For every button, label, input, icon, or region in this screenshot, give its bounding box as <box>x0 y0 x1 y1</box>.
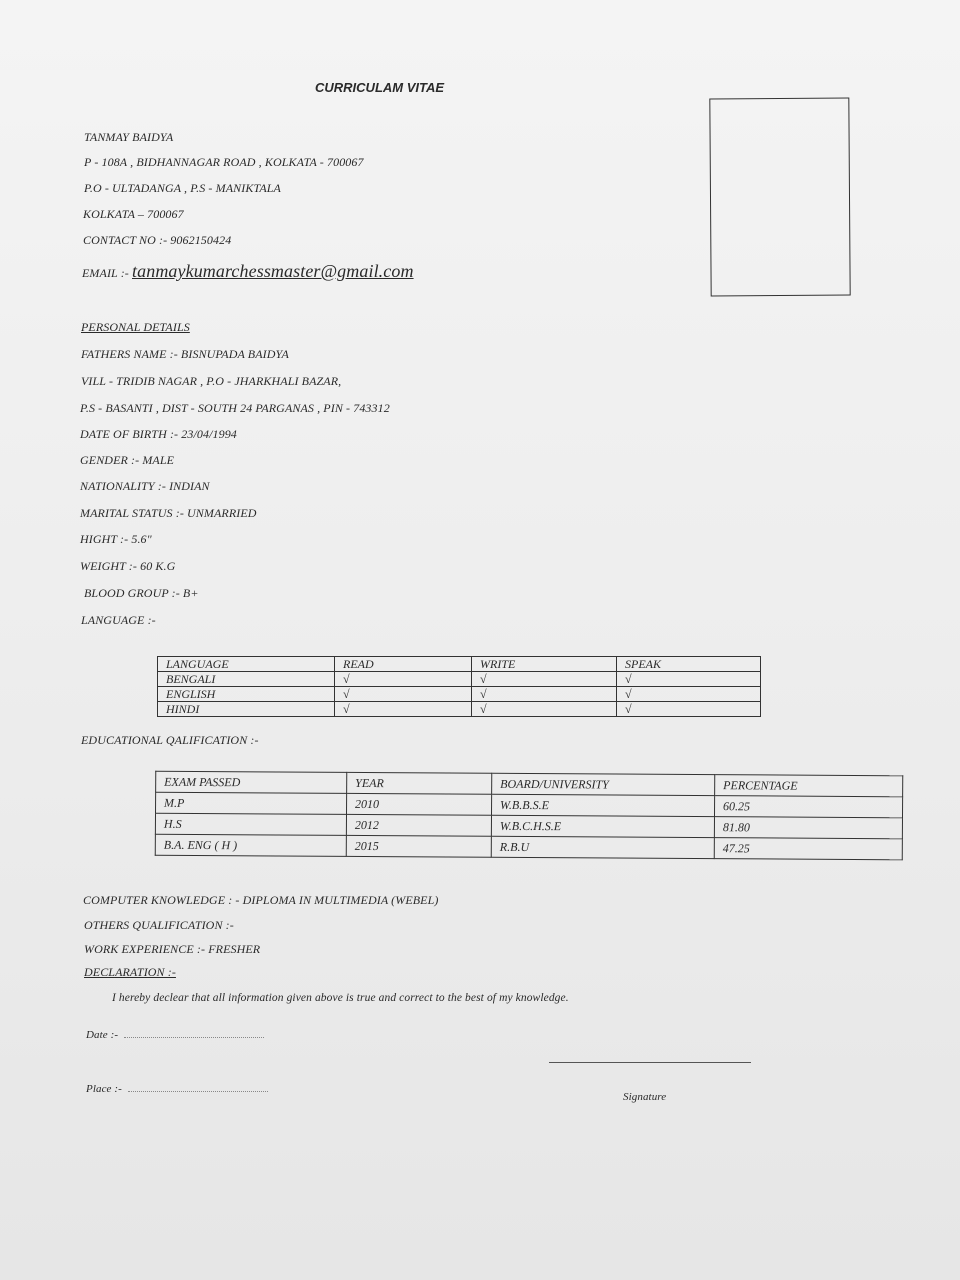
table-header-cell: BOARD/UNIVERSITY <box>492 773 715 795</box>
email-label: EMAIL :- <box>82 266 129 280</box>
table-cell: 81.80 <box>714 817 902 839</box>
table-cell: √ <box>617 687 761 702</box>
table-cell: ENGLISH <box>158 687 335 702</box>
place-label: Place :- <box>86 1083 122 1095</box>
blood-group: BLOOD GROUP :- B+ <box>84 586 199 600</box>
place-row <box>86 1083 268 1095</box>
education-table <box>155 771 904 861</box>
nationality: NATIONALITY :- INDIAN <box>80 479 210 493</box>
table-cell: 2015 <box>346 835 491 857</box>
address-line-1: P - 108A , BIDHANNAGAR ROAD , KOLKATA - 700067 <box>84 155 364 169</box>
table-cell: 47.25 <box>714 838 902 860</box>
table-row <box>158 687 761 702</box>
table-header-cell: LANGUAGE <box>158 657 335 672</box>
table-cell: B.A. ENG ( H ) <box>155 834 346 856</box>
computer-knowledge: COMPUTER KNOWLEDGE : - DIPLOMA IN MULTIMEDIA (WEBEL) <box>83 893 439 907</box>
table-header-cell: WRITE <box>472 657 617 672</box>
table-cell: HINDI <box>158 702 335 717</box>
table-header-cell: YEAR <box>347 772 492 794</box>
date-of-birth: DATE OF BIRTH :- 23/04/1994 <box>80 427 237 441</box>
height: HIGHT :- 5.6" <box>80 532 152 546</box>
table-header-cell: PERCENTAGE <box>715 775 903 797</box>
table-cell: 2010 <box>347 793 492 815</box>
fathers-name: FATHERS NAME :- BISNUPADA BAIDYA <box>81 347 289 361</box>
table-cell: √ <box>335 687 472 702</box>
table-cell: √ <box>335 702 472 717</box>
table-cell: √ <box>335 672 472 687</box>
table-cell: H.S <box>155 813 346 835</box>
other-qualification: OTHERS QUALIFICATION :- <box>84 918 234 932</box>
photo-placeholder <box>709 98 850 297</box>
table-cell: 2012 <box>346 814 491 836</box>
date-row <box>86 1029 264 1041</box>
marital-status: MARITAL STATUS :- UNMARRIED <box>80 506 257 520</box>
table-cell: √ <box>472 687 617 702</box>
table-header-cell: READ <box>335 657 472 672</box>
language-label: LANGUAGE :- <box>81 613 156 627</box>
declaration-text: I hereby declear that all information given above is true and correct to the best of my knowledge. <box>112 992 569 1004</box>
address-line-3: KOLKATA – 700067 <box>83 207 184 221</box>
declaration-heading: DECLARATION :- <box>84 965 176 979</box>
table-header-cell: SPEAK <box>617 657 761 672</box>
table-cell: √ <box>472 702 617 717</box>
education-heading: EDUCATIONAL QALIFICATION :- <box>81 733 259 747</box>
table-header-row <box>158 657 761 672</box>
permanent-address-2: P.S - BASANTI , DIST - SOUTH 24 PARGANAS , PIN - 743312 <box>80 401 390 415</box>
table-row <box>158 672 761 687</box>
permanent-address-1: VILL - TRIDIB NAGAR , P.O - JHARKHALI BAZAR, <box>81 374 342 388</box>
address-line-2: P.O - ULTADANGA , P.S - MANIKTALA <box>84 181 281 195</box>
gender: GENDER :- MALE <box>80 453 175 467</box>
table-header-cell: EXAM PASSED <box>156 771 347 793</box>
table-cell: BENGALI <box>158 672 335 687</box>
table-cell: W.B.C.H.S.E <box>491 815 714 837</box>
table-cell: W.B.B.S.E <box>492 794 715 816</box>
table-cell: 60.25 <box>714 796 902 818</box>
contact-number: CONTACT NO :- 9062150424 <box>83 233 232 247</box>
email-value: tanmaykumarchessmaster@gmail.com <box>132 261 414 281</box>
language-table <box>157 656 761 717</box>
table-row <box>155 834 902 860</box>
personal-details-heading: PERSONAL DETAILS <box>81 320 190 334</box>
table-row <box>158 702 761 717</box>
table-cell: R.B.U <box>491 836 714 858</box>
signature-label: Signature <box>623 1091 667 1103</box>
table-cell: M.P <box>156 792 347 814</box>
weight: WEIGHT :- 60 K.G <box>80 559 176 573</box>
table-cell: √ <box>617 702 761 717</box>
signature-line <box>549 1062 751 1063</box>
table-cell: √ <box>472 672 617 687</box>
date-dotted-line <box>124 1037 264 1038</box>
email-row <box>82 261 414 282</box>
place-dotted-line <box>128 1091 268 1092</box>
date-label: Date :- <box>86 1029 119 1041</box>
table-cell: √ <box>617 672 761 687</box>
document-title: CURRICULAM VITAE <box>315 80 445 95</box>
candidate-name: TANMAY BAIDYA <box>84 130 174 144</box>
work-experience: WORK EXPERIENCE :- FRESHER <box>84 942 261 956</box>
